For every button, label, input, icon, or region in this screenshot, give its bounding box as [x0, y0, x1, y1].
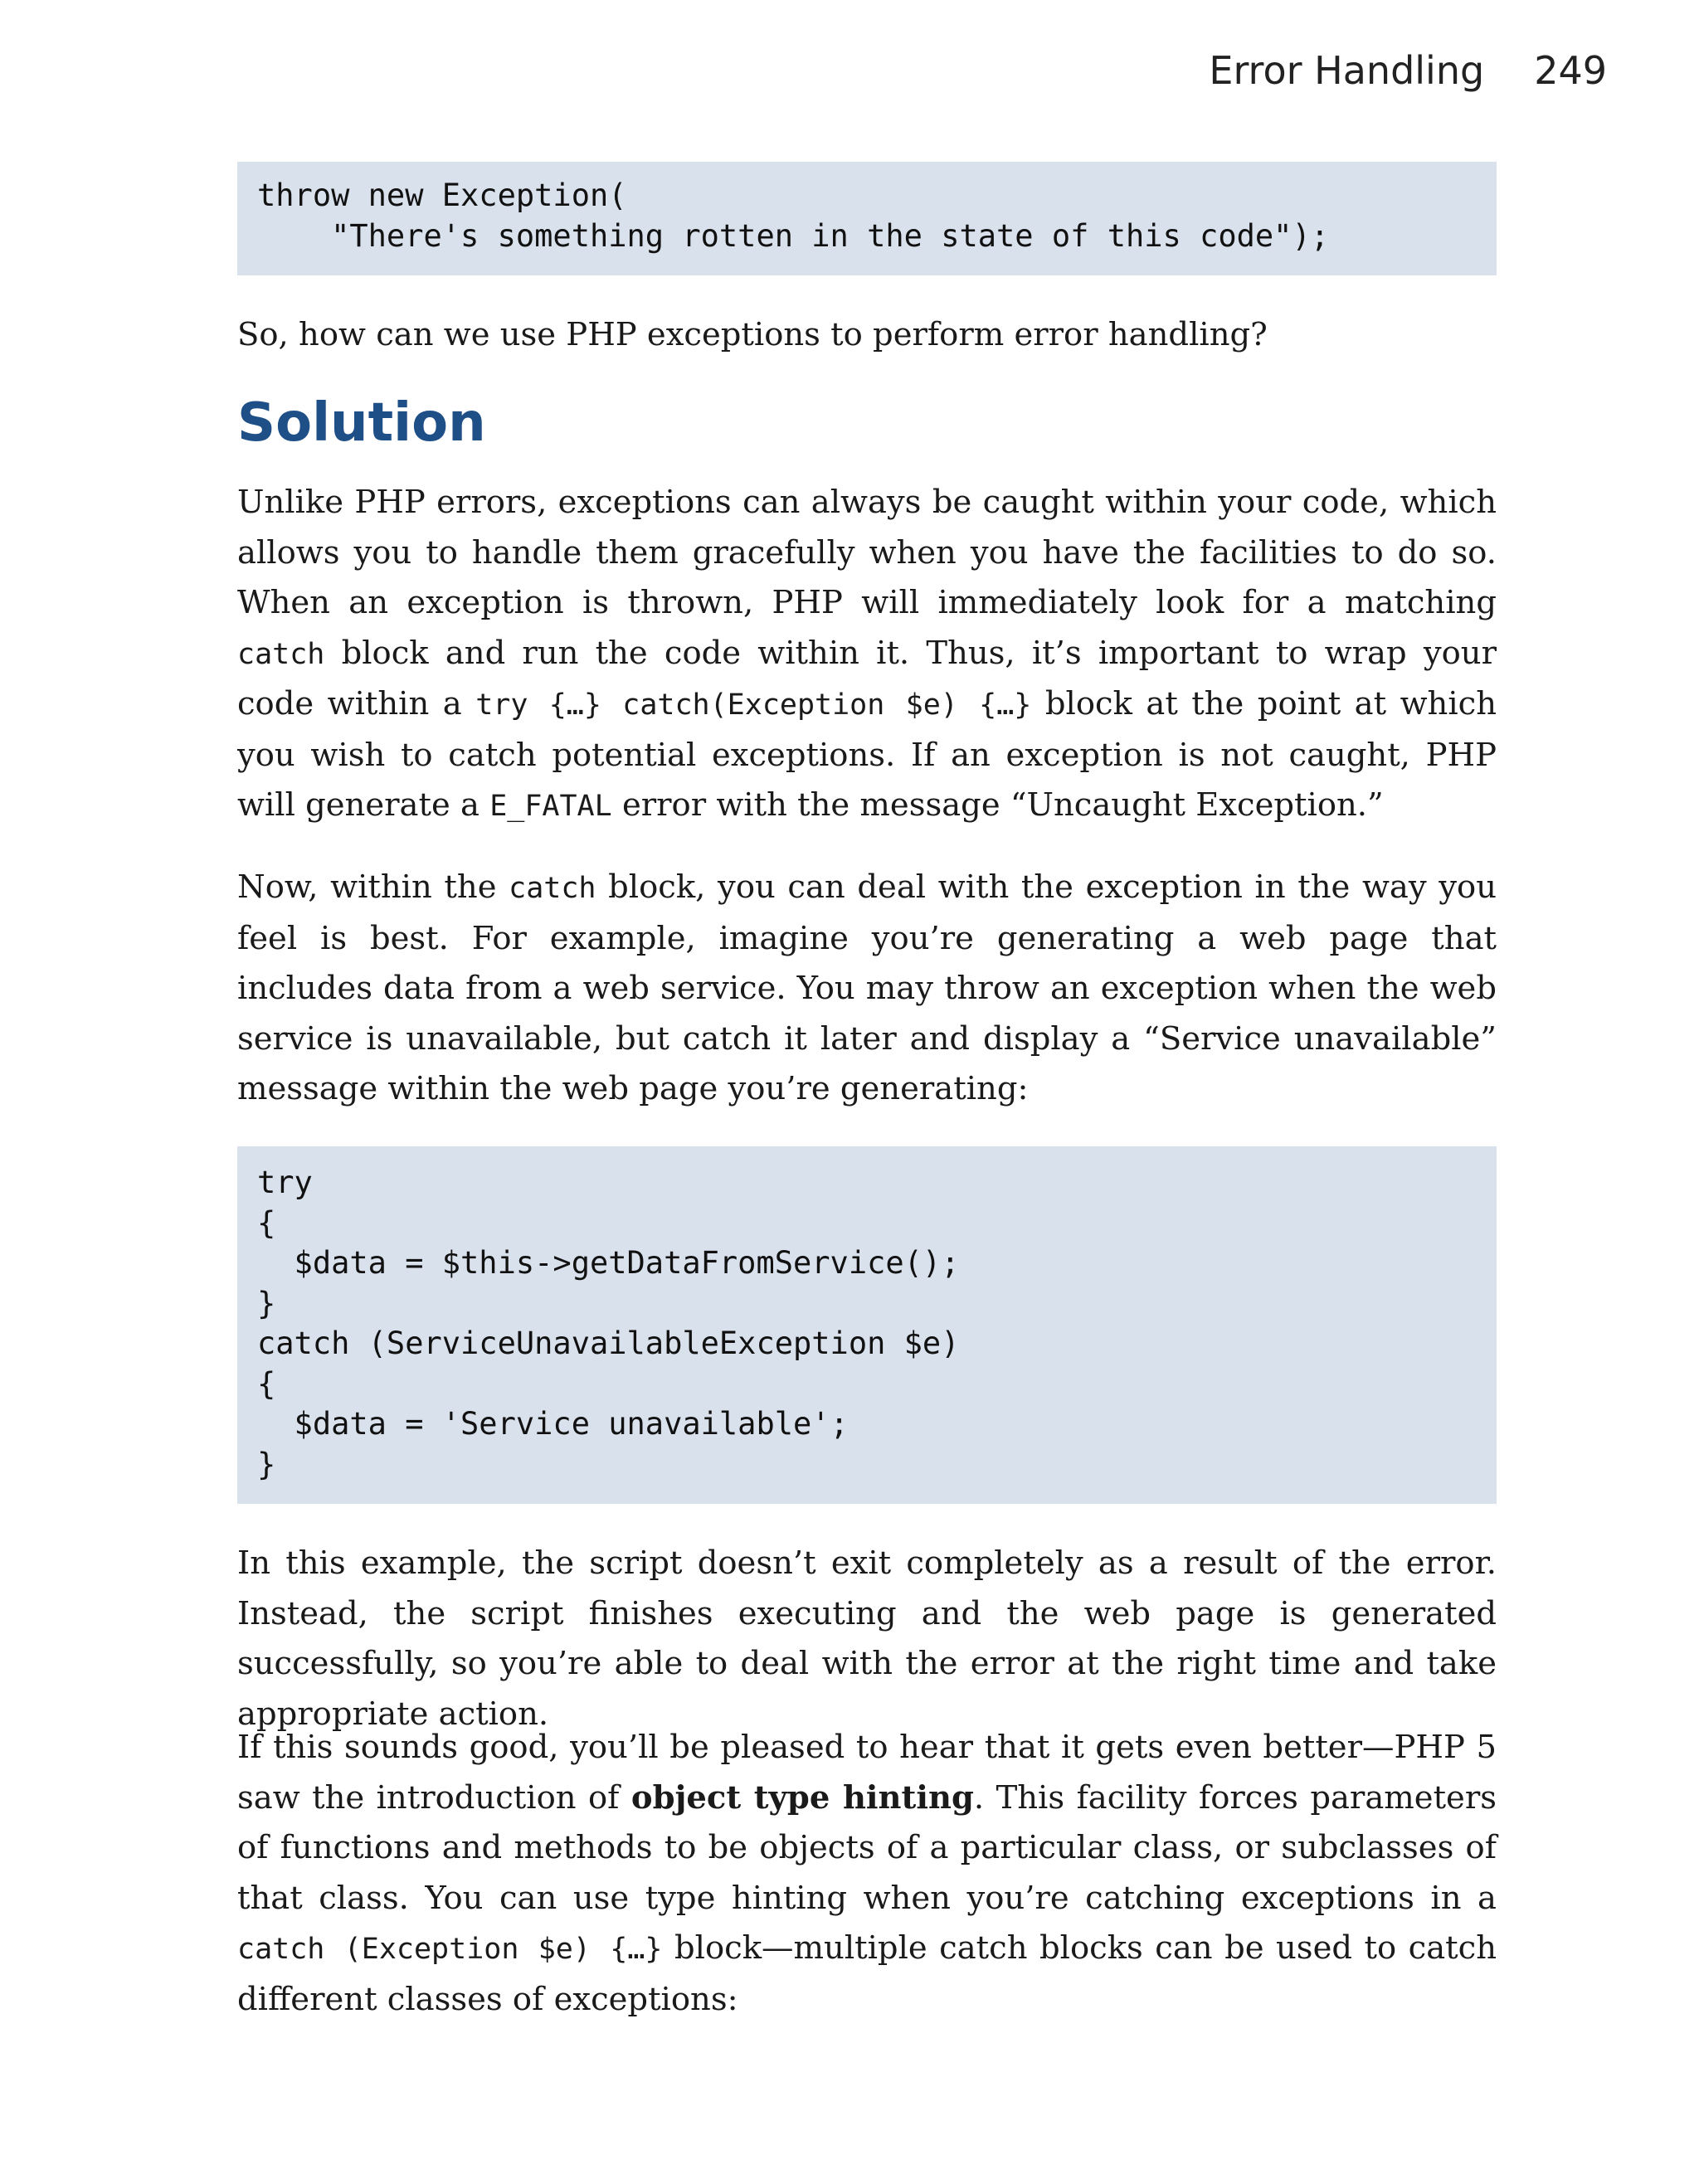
paragraph-text: [237, 478, 1497, 832]
solution-section: [237, 392, 1497, 454]
section-heading: Solution: [237, 392, 486, 454]
code-block-try-catch: [237, 1146, 1497, 1504]
text-run: block, you can deal with the exception in the way you feel is best. For example, imagine you’re generating a web page that includes data from a web service. You may throw an exception when the web service is unavailable, but catch it later and display a “Service unavailable” message within the web page you’re generating:: [237, 868, 1497, 1107]
code-block-throw: [237, 162, 1497, 275]
text-run: block and run the code within it. Thus, it’s important to wrap your code within a: [237, 634, 1497, 722]
text-run: block—multiple catch blocks can be used to catch different classes of exceptions:: [237, 1929, 1497, 2018]
section-title: Error Handling: [1209, 48, 1485, 93]
page-number: 249: [1534, 48, 1607, 93]
inline-code: catch: [237, 637, 325, 671]
solution-paragraph-3: [237, 1539, 1497, 1739]
text-run: Now, within the: [237, 868, 509, 906]
code-line: {: [257, 1365, 276, 1402]
bold-term: object type hinting: [630, 1778, 974, 1817]
text-run: Unlike PHP errors, exceptions can always be caught within your code, which allows you to handle them gracefully when you have the facilities to do so. When an exception is thrown, PHP will immediately look for a matching: [237, 484, 1497, 621]
code-line: try: [257, 1165, 313, 1200]
running-head: [1209, 48, 1607, 93]
code-line: $data = $this->getDataFromService();: [257, 1245, 960, 1281]
solution-paragraph-4: [237, 1723, 1497, 2025]
code-line: $data = 'Service unavailable';: [257, 1406, 849, 1442]
paragraph-text: [237, 1723, 1497, 2025]
paragraph-text: So, how can we use PHP exceptions to perform error handling?: [237, 316, 1268, 353]
inline-code: catch (Exception $e) {…}: [237, 1933, 663, 1966]
solution-paragraph-1: [237, 478, 1497, 832]
question-paragraph: [237, 310, 1497, 361]
solution-paragraph-2: [237, 863, 1497, 1115]
inline-code: try {…} catch(Exception $e) {…}: [475, 688, 1032, 722]
code-line: throw new Exception(: [257, 178, 627, 213]
text-run: . This facility forces parameters of functions and methods to be objects of a particular class, or subclasses of that class. You can use type hinting when you’re catching exceptions in a: [237, 1778, 1497, 1917]
code-line: {: [257, 1204, 276, 1241]
paragraph-text: [237, 863, 1497, 1115]
code-listing: [237, 1146, 1497, 1504]
paragraph-text: In this example, the script doesn’t exit completely as a result of the error. Instead, the script finishes executing and the web page is generated successfully, so you’re able to deal with the error at the right time and take appropriate action.: [237, 1544, 1497, 1733]
code-line: catch (ServiceUnavailableException $e): [257, 1325, 960, 1361]
inline-code: catch: [509, 872, 596, 905]
code-line: "There's something rotten in the state of this code");: [257, 217, 1330, 254]
text-run: If this sounds good, you’ll be pleased to hear that it gets even better—PHP 5 saw the introduction of: [237, 1729, 1497, 1817]
code-listing: [237, 162, 1497, 275]
code-line: }: [257, 1285, 276, 1321]
text-run: block at the point at which you wish to catch potential exceptions. If an exception is not caught, PHP will generate a: [237, 685, 1497, 824]
code-line: }: [257, 1446, 276, 1482]
inline-code: E_FATAL: [489, 790, 612, 823]
text-run: error with the message “Uncaught Exception.”: [611, 786, 1384, 824]
